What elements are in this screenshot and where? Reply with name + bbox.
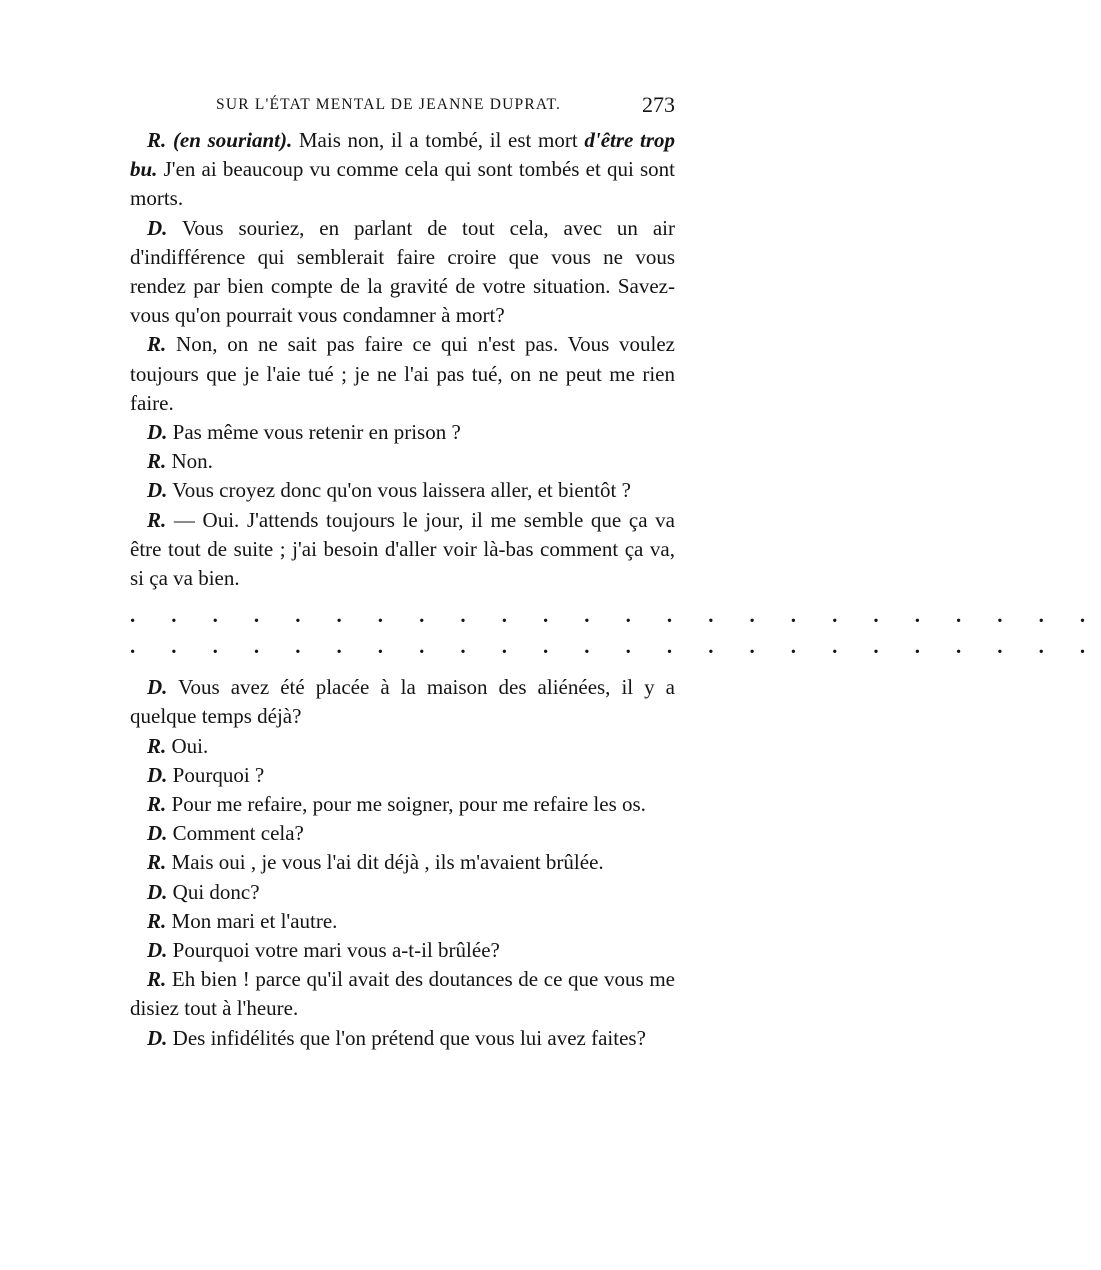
ellipsis-row: . . . . . . . . . . . . . . . . . . . . . . . .	[130, 603, 1101, 628]
speaker-label: R.	[147, 850, 167, 875]
dialogue-text: Pas même vous retenir en prison ?	[167, 420, 461, 445]
running-head	[130, 92, 675, 122]
speaker-label: D.	[147, 762, 168, 787]
dialogue-text: J'en ai beaucoup vu comme cela qui sont tombés et qui sont morts.	[130, 157, 675, 211]
dialogue-paragraph	[130, 790, 675, 819]
dialogue-text: Pourquoi votre mari vous a-t-il brûlée?	[167, 938, 500, 963]
speaker-label: D.	[147, 879, 168, 904]
dialogue-paragraph	[130, 476, 675, 505]
dialogue-paragraph	[130, 418, 675, 447]
dialogue-paragraph	[130, 506, 675, 594]
dialogue-text: Vous avez été placée à la maison des aliénées, il y a quelque temps déjà?	[130, 675, 675, 729]
emphasis-text: d'être trop bu.	[130, 128, 676, 182]
speaker-label: R.	[147, 128, 167, 152]
ellipsis-row: . . . . . . . . . . . . . . . . . . . . . . . .	[130, 634, 1101, 659]
dialogue-text: Qui donc?	[167, 879, 260, 904]
dialogue-text: Mon mari et l'autre.	[166, 908, 338, 933]
speaker-label: D.	[147, 675, 168, 700]
dialogue-text: Non, on ne sait pas faire ce qui n'est pas. Vous voulez toujours que je l'aie tué ; je ne l'ai pas tué, on ne peut me rien faire.	[130, 332, 675, 415]
speaker-label: R.	[147, 967, 167, 992]
dialogue-paragraph	[130, 447, 675, 476]
dialogue-text: Vous souriez, en parlant de tout cela, avec un air d'indifférence qui semblerait faire croire que vous ne vous rendez par bien compte de la gravité de votre situation. Savez-vous qu'on pourrait vous condamner à mort?	[130, 215, 675, 328]
dialogue-paragraph	[130, 819, 675, 848]
dialogue-paragraph	[130, 214, 675, 331]
speaker-label: D.	[147, 1025, 168, 1050]
speaker-label: D.	[147, 938, 168, 963]
running-title: SUR L'ÉTAT MENTAL DE JEANNE DUPRAT.	[216, 96, 562, 113]
dialogue-paragraph	[130, 965, 675, 1023]
dialogue-text: Des infidélités que l'on prétend que vous lui avez faites?	[167, 1025, 646, 1050]
dialogue-paragraph	[130, 732, 675, 761]
dialogue-text: Comment cela?	[167, 821, 304, 846]
body-text	[130, 126, 1101, 1053]
speaker-label: R.	[147, 792, 167, 817]
page-number: 273	[642, 92, 675, 117]
dialogue-text: Pour me refaire, pour me soigner, pour me refaire les os.	[166, 792, 646, 817]
speaker-label: R.	[147, 449, 167, 474]
dialogue-text: — Oui. J'attends toujours le jour, il me semble que ça va être tout de suite ; j'ai besoin d'aller voir là-bas comment ça va, si ça va bien.	[130, 507, 675, 591]
speaker-label: R.	[147, 332, 167, 357]
speaker-label: D.	[147, 215, 168, 240]
dialogue-text: Non.	[166, 449, 213, 474]
dialogue-paragraph	[130, 878, 675, 907]
speaker-label: D.	[147, 821, 168, 846]
dialogue-text: Mais non, il a tombé, il est mort	[292, 128, 585, 152]
speaker-label: D.	[147, 478, 168, 503]
dialogue-text: Mais oui , je vous l'ai dit déjà , ils m'avaient brûlée.	[166, 850, 604, 875]
dialogue-text: Vous croyez donc qu'on vous laissera aller, et bientôt ?	[167, 478, 631, 503]
dialogue-text: Eh bien ! parce qu'il avait des doutances de ce que vous me disiez tout à l'heure.	[130, 967, 675, 1021]
speaker-label: R.	[147, 733, 167, 758]
dialogue-paragraph	[130, 330, 675, 418]
dialogue-paragraph	[130, 1024, 675, 1053]
dialogue-text: Pourquoi ?	[167, 762, 265, 787]
dialogue-paragraph	[130, 907, 675, 936]
stage-direction: (en souriant).	[172, 128, 293, 152]
dialogue-paragraph	[130, 761, 675, 790]
speaker-label: R.	[147, 507, 167, 532]
dialogue-text: Oui.	[166, 733, 209, 758]
dialogue-paragraph	[130, 848, 675, 877]
speaker-label: R.	[147, 908, 167, 933]
dialogue-paragraph	[130, 673, 675, 731]
dialogue-paragraph	[130, 936, 675, 965]
speaker-label: D.	[147, 420, 168, 445]
dialogue-paragraph	[130, 126, 675, 214]
